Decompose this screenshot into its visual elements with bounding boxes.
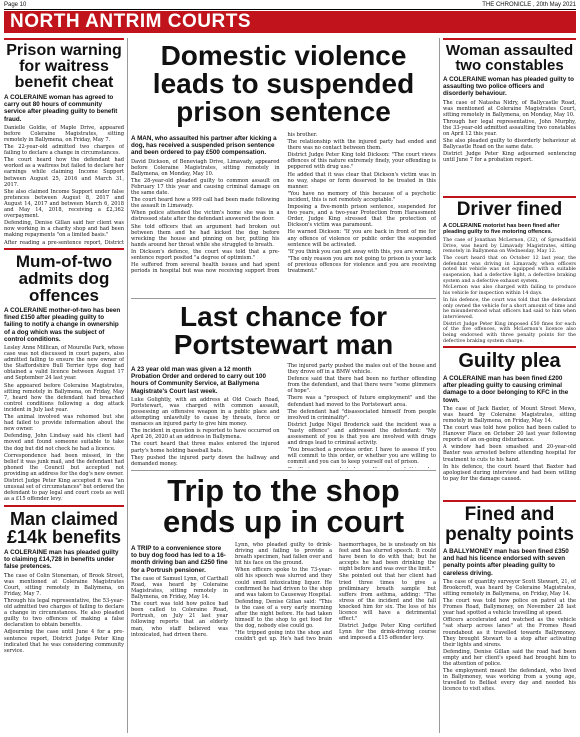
paragraph: The 28-year-old pleaded guilty to common assault on February 17 this year and causing criminal damage on the same date. xyxy=(131,177,280,197)
paragraph: The court was told how police had been called to Hanover Place on October 20 last year following reports of an on-going disturbance. xyxy=(443,425,576,444)
headline: Man claimed £14k benefits xyxy=(6,509,122,547)
paragraph: The court heard how a 999 call had been made following the assault in Limavady. xyxy=(131,197,280,210)
story-fined-points xyxy=(443,500,576,735)
paragraph: When officers spoke to the 73-year-old his speech was slurred and they could smell intoxicating liquor. He confirmed he had driven to the shop and was taken to Causeway Hospital. xyxy=(235,567,332,598)
paragraph: The employment meant the defendant, who lived in Ballymoney, was working from a young age, travelled to Belfast every day and needed his licence to visit sites. xyxy=(443,668,576,693)
story-intro: A MAN, who assaulted his partner after kicking a dog, has received a suspended prison sentence and been ordered to pay £500 compensation. xyxy=(131,135,277,157)
headline: Woman assaulted two constables xyxy=(445,42,574,74)
story-intro: A COLERAINE woman has pleaded guilty to assaulting two police officers and disorderly behaviour. xyxy=(443,76,574,98)
paragraph: District Judge Peter King told Dickson: "The court views offences of this nature extremely finely, your offending is peppered with drug use." xyxy=(287,152,436,171)
column-divider xyxy=(127,38,128,733)
paragraph: District Judge Peter King certified Lynn for the drink-driving course and imposed a £15 offender levy. xyxy=(339,623,436,642)
story-guilty-plea xyxy=(443,346,576,498)
paragraph: Through her legal representative, John Murphy, the 33-year-old admitted assaulting two constables on April 12 this year. xyxy=(443,118,576,138)
story-intro: A 23 year old man was given a 12 month Probation Order and ordered to carry out 100 hours of Community Service, at Ballymena Magistrate's Court last week. xyxy=(131,366,267,395)
story-divider xyxy=(131,470,436,471)
paragraph: There was a "prospect of future employment" and the defendant had moved to the Portstewart area. xyxy=(287,395,436,408)
page-number: Page 10 xyxy=(4,1,27,8)
headline: Guilty plea xyxy=(458,350,561,372)
paragraph: He warned Dickson: "If you are back in front of me for any offence of violence or public order the suspended sentence will be activated. xyxy=(287,229,436,248)
story-trip-shop xyxy=(131,473,436,733)
paragraph: "The only reason you are not going to prison is your lack of previous offences for violence and you are receiving treatment." xyxy=(287,255,436,274)
paragraph: District Judge Peter King accepted it was "an unusual set of circumstances" but ordered the defendant to pay legal and court costs as well as a £15 offender levy. xyxy=(4,477,124,502)
paragraph: Through his legal representative, the 53-year-old admitted two charges of failing to declare a change in circumstances. He also pleaded guilty to two offences of making a false declaration to obtain benefits. xyxy=(4,597,124,629)
headline: Last chance for Portstewart man xyxy=(173,301,394,360)
paragraph: Defence said that there had been no further offending from the defendant, and that there were "some glimmers of hope". xyxy=(287,376,436,395)
story-body xyxy=(131,363,436,468)
paragraph: The case of Jack Baxter, of Mount Street Mews, was heard by Coleraine Magistrates, sitting remotely in Ballymena, on Friday, May 14. xyxy=(443,405,576,424)
paragraph: "He tripped going into the shop and couldn't get up. He's had two brain haemorrhages, he is unsteady on his feet and has slurred speech. It could have been to do with that; but he accepts he had been drinking the night before and was over the limit." xyxy=(235,542,436,643)
story-portstewart xyxy=(131,301,436,468)
paragraph: David Dickson, of Beneviagh Drive, Limavady, appeared before Coleraine Magistrates, sitting remotely in Ballymena, on Monday, May 10. xyxy=(131,158,280,177)
story-man-claimed xyxy=(4,505,124,735)
paragraph: When police attended the victim's home she was in a distressed state after the defendant answered the door. xyxy=(131,210,280,223)
paragraph: Lynn, who pleaded guilty to drink-driving and failing to provide a breath specimen, had fallen over and hit his face on the ground. xyxy=(235,542,332,567)
page-header-line xyxy=(4,0,576,10)
story-intro: A COLERAINE man has pleaded guilty to claiming £14,728 in benefits under false pretences. xyxy=(4,549,119,571)
paragraph: The case of quantity surveyor Scott Stewart, 21, of Brookcroft, was heard by Coleraine Magistrates, sitting remotely in Ballymena, on Friday, May 14. xyxy=(443,578,576,597)
paragraph: Officers accelerated and watched as the vehicle "sat sharp across lanes" at the Fromes Road roundabout as it travelled towards Ballymoney. They brought Stewart to a stop after activating their lights and sirens. xyxy=(443,617,576,648)
story-woman-assaulted xyxy=(443,38,576,194)
paragraph: The court was told how police on patrol at the Fromes Road, Ballymoney, on November 28 last year had spotted a vehicle travelling at speed. xyxy=(443,598,576,617)
story-intro: A COLERAINE man has been fined £200 after pleading guilty to causing criminal damage to a door belonging to KFC in the town. xyxy=(443,375,569,404)
section-banner: NORTH ANTRIM COURTS xyxy=(4,11,576,33)
paragraph: Lesley Anne Millican, of Mourelle Park, whose case was not discussed in court papers, also admitted failing to ensure the new owner of the Staffordshire Bull Terrier type dog had obtained a valid licence between August 17 and September 24 last year. xyxy=(4,345,124,382)
paragraph: They pushed the injured party down the hallway and demanded money. xyxy=(131,454,280,467)
story-prison-warning xyxy=(4,38,124,246)
paragraph: McLernon was also charged with failing to produce his vehicle for inspection within 14 days. xyxy=(443,285,576,297)
paragraph: In his defence, the court was told that the defendant only owned the vehicle for a short amount of time and he misunderstood what officers had said to him when interviewed. xyxy=(443,297,576,320)
paragraph: "You breached a previous order. I have to assess if you will commit to this order, or whether you are willing to commit and you can to keep yourself out of prison. xyxy=(287,447,436,466)
story-body xyxy=(131,132,436,275)
headline: Mum-of-two admits dog offences xyxy=(15,252,113,305)
paragraph: District Judge Peter King adjourned sentencing until June 7 for a probation report. xyxy=(443,151,576,164)
story-body xyxy=(131,542,436,643)
paragraph: District Judge Nigel Broderick said the incident was a "nasty offence" and addressed the defendant: "My assessment of you is that you are involved with drugs and drugs lead to criminal activity. xyxy=(287,421,436,447)
paragraph: Defending, Denise Gillan said: "This is the case of a very early morning after the night before. He had taken himself to the shop to get food for the dog, nobody else could go. xyxy=(235,598,332,630)
paragraph: The incident in question is reported to have occurred on April 26, 2020 at an address in Ballymena. xyxy=(131,428,280,441)
paragraph: Imposing a five-month prison sentence, suspended for two years, and a two-year Protection from Harassment Order, Judge King stressed that the protection of Dickson's victim was paramount. xyxy=(287,204,436,229)
paragraph: She also pleaded guilty to disorderly behaviour at Ballycastle Road on the same date. xyxy=(443,138,576,151)
story-intro: A COLERAINE motorist has been fined after pleading guilty to five motoring offences. xyxy=(443,223,560,236)
headline: Trip to the shop ends up in court xyxy=(162,473,405,539)
story-domestic-violence xyxy=(131,38,436,296)
story-divider xyxy=(131,298,436,299)
paragraph: Danielle Goldie, of Maple Drive, appeared before Coleraine Magistrates, sitting remotely in Ballymena, on Friday, May 7. xyxy=(4,124,124,143)
paragraph: The injured party pushed the males out of the house and they drove off in a BMW vehicle. xyxy=(287,363,436,376)
paragraph: The court heard that on October 12 last year, the defendant was driving in Limavady, when officers noted his vehicle was not equipped with a suitable suspension, had a defective light, a defective braking system and a defective exhaust system. xyxy=(443,255,576,284)
paragraph: District Judge Peter King imposed £50 fines for each of the five offences, with McLernon's licence also being endorsed with three penalty points for the defective braking system charge. xyxy=(443,321,576,344)
paragraph: In his defence, the court heard that Baxter had apologised during interview and had been willing to pay for the damage caused. xyxy=(443,463,576,482)
paragraph: The court heard that three males entered the injured party's home holding baseball bats. xyxy=(131,441,280,454)
story-driver-fined xyxy=(443,196,576,344)
story-intro: A BALLYMONEY man has been fined £350 and had his licence endorsed with seven penalty points after pleading guilty to careless driving. xyxy=(443,548,569,577)
paragraph: In Dickson's defence, the court was told that a pre-sentence report posited "a degree of optimism." xyxy=(131,248,280,262)
paragraph: She told officers that an argument had broken out between them and he had kicked the dog before wrecking the house and pinning on her, putting his hands around her throat while she struggled to breath. xyxy=(131,223,280,248)
headline: Fined and penalty points xyxy=(445,504,574,545)
paragraph: The case of Samuel Lynn, of Carthall Road, was heard by Coleraine Magistrates, sitting remotely in Ballymena, on Friday, May 14. xyxy=(131,575,228,601)
headline: Driver fined xyxy=(456,199,563,220)
headline: Domestic violence leads to suspended prison sentence xyxy=(152,40,415,127)
story-intro: A COLERAINE mother-of-two has been fined £150 after pleading guilty to failing to notify a change in ownership of a dog which was the subject of control conditions. xyxy=(4,307,121,343)
paragraph: Defending, Denise Gillan said the road had been empty and her client's speed had brought him to the attention of police. xyxy=(443,648,576,668)
paragraph: After reading a pre-sentence report, District xyxy=(4,239,124,246)
paragraph: The court was told how police had been called to Coleraine Road, Portrush, on July 21 last year following reports that an elderly man, who staff believed was intoxicated, had driven there. xyxy=(131,601,228,638)
paragraph: He suffered from several health issues and had spent periods in hospital but was now receiving support from his brother. xyxy=(131,132,318,275)
headline: Prison warning for waitress benefit cheat xyxy=(6,42,122,91)
paragraph: She appeared before Coleraine Magistrates, sitting remotely in Ballymena, on Friday, May 7, heard how the defendant had breached control conditions following a dog attack incident in July last year. xyxy=(4,382,124,413)
column-divider xyxy=(439,38,440,733)
paragraph: The relationship with the injured party had ended and there was no contact between them. xyxy=(287,139,436,152)
paragraph: The court heard how the defendant had worked as a waitress but failed to declare her earnings while claiming Income Support between August 25, 2016 and March 31, 2017. xyxy=(4,157,124,188)
paragraph: The 22-year-old admitted two charges of failing to declare a change in circumstances. xyxy=(4,144,124,157)
paragraph: The case of Natasha Nidry, of Ballycastle Road, was mentioned at Coleraine Magistrates Court, sitting remotely in Ballymena, on Monday, May 10. xyxy=(443,99,576,118)
paragraph: "If you think you can get away with this, you are wrong. xyxy=(287,248,433,255)
publication-date: THE CHRONICLE , 20th May 2021 xyxy=(482,1,576,8)
paragraph: Luke Golightly, with an address at Old Coach Road, Portstewart, was charged with common assault, possessing an offensive weapon in a public place and attempting unlawfully to cause by threats, force or menaces an injured party to give him money. xyxy=(131,396,280,428)
story-intro: A TRIP to a convenience store to buy dog food has led to a 16-month driving ban and £250 fine for a Portrush pensioner. xyxy=(131,545,228,574)
paragraph: The case of Colin Stoneman, of Brook Street, was mentioned at Coleraine Magistrates Court, sitting remotely in Ballymena, on Friday, May 7. xyxy=(4,572,124,597)
story-intro: A COLERAINE woman has agreed to carry out 80 hours of community service after pleading guilty to benefit fraud. xyxy=(4,94,118,123)
story-mum-of-two xyxy=(4,248,124,502)
paragraph: The case of Jonathan McLernon, (32), of Spreadfield Drive, was heard by Limavady Magistrates, sitting remotely in Ballymena on Wednesday, May 12. xyxy=(443,237,576,255)
paragraph xyxy=(288,467,437,469)
paragraph: Adjourning the case until June 4 for a pre-sentence report, District Judge Peter King indicated that he was considering community service. xyxy=(4,629,124,654)
paragraph: Defending, John Lindsay said his client had moved and found someone suitable to take the dog but did not check he had a licence. xyxy=(4,433,124,452)
paragraph: The animal involved was rehomed but she had failed to provide information about the new owner. xyxy=(4,414,124,433)
paragraph: She also claimed Income Support under false pretences between August 8, 2017 and August 14, 2017 and between March 6, 2018 and May 14, 2018, receiving a £2,362 overpayment. xyxy=(4,188,124,220)
paragraph: "You have no memory of this because of a psychotic incident, this is not remotely acceptable." xyxy=(287,190,436,203)
paragraph: Defending, Denise Gillan said her client was now working in a charity shop and had been making repayments "on a limited basis." xyxy=(4,220,124,239)
paragraph: He added that it was clear that Dickson's victim was in no way, shape or form deserved to be treated in this manner. xyxy=(287,171,436,190)
paragraph: The defendant had "disassociated himself from people involved in criminality". xyxy=(287,408,436,421)
paragraph: She pointed out that her client had tried three times to give a preliminary breath sample but suffers from asthma, adding: "The stress of the incident and the fall knocked him for six. The loss of his licence will have a detrimental effect." xyxy=(339,573,436,623)
paragraph: A window had been smashed and 20-year-old Baxter was arrested before attending hospital for treatment to cuts to his hand. xyxy=(443,444,576,463)
paragraph: Correspondence had been missed, in the belief it was junk mail, and the defendant had phoned the Council but accepted not providing an address for the dog's new owner. xyxy=(4,452,124,477)
